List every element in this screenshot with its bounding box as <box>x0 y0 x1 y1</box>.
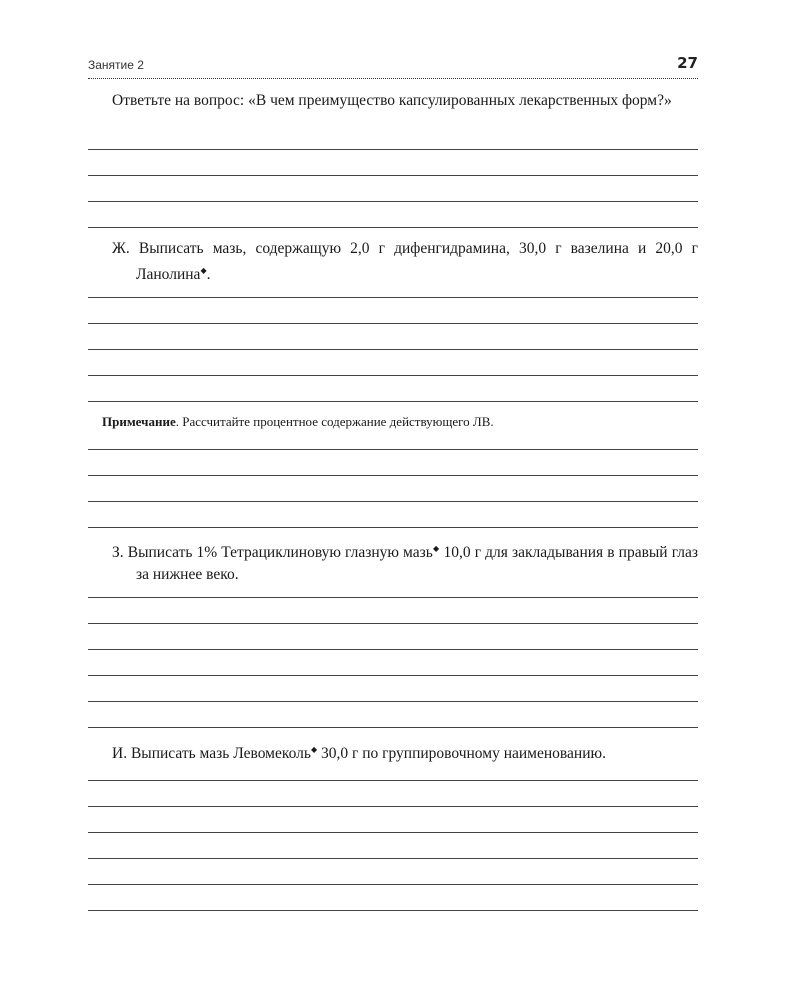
answer-line[interactable] <box>88 176 698 202</box>
question-capsules-block <box>88 90 698 112</box>
task-zh-end: . <box>206 266 211 284</box>
task-i-after: 30,0 г по группировочному наименованию. <box>317 745 606 763</box>
note-text: . Рассчитайте процентное содержание действующего ЛВ. <box>175 414 494 429</box>
answer-lines-note <box>88 424 698 528</box>
answer-line[interactable] <box>88 272 698 298</box>
task-i-before: И. Выписать мазь Левомеколь <box>112 745 311 763</box>
answer-line[interactable] <box>88 572 698 598</box>
page-number: 27 <box>677 54 698 72</box>
answer-line[interactable] <box>88 298 698 324</box>
answer-line[interactable] <box>88 450 698 476</box>
question-capsules-text: Ответьте на вопрос: «В чем преимущество капсулированных лекарственных форм?» <box>112 92 672 109</box>
answer-line[interactable] <box>88 859 698 885</box>
answer-line[interactable] <box>88 885 698 911</box>
answer-line[interactable] <box>88 476 698 502</box>
answer-line[interactable] <box>88 702 698 728</box>
diamond-mark-icon: ◆ <box>432 544 440 553</box>
note-label: Примечание <box>102 414 176 429</box>
task-z-after: 10,0 г для закладывания в правый глаз за нижнее веко. <box>136 544 698 584</box>
answer-line[interactable] <box>88 424 698 450</box>
answer-line[interactable] <box>88 624 698 650</box>
answer-line[interactable] <box>88 781 698 807</box>
answer-line[interactable] <box>88 807 698 833</box>
answer-lines-z <box>88 572 698 728</box>
diamond-mark-icon: ◆ <box>310 745 318 754</box>
page-header <box>88 56 698 79</box>
answer-line[interactable] <box>88 350 698 376</box>
answer-line[interactable] <box>88 324 698 350</box>
task-z-before: З. Выписать 1% Тетрациклиновую глазную мазь <box>112 544 433 562</box>
answer-line[interactable] <box>88 650 698 676</box>
answer-line[interactable] <box>88 755 698 781</box>
answer-line[interactable] <box>88 598 698 624</box>
answer-line[interactable] <box>88 150 698 176</box>
answer-line[interactable] <box>88 502 698 528</box>
answer-lines-zh <box>88 272 698 402</box>
answer-line[interactable] <box>88 124 698 150</box>
answer-lines-capsules <box>88 124 698 228</box>
answer-line[interactable] <box>88 376 698 402</box>
diamond-mark-icon: ◆ <box>200 266 207 275</box>
answer-line[interactable] <box>88 833 698 859</box>
answer-line[interactable] <box>88 202 698 228</box>
answer-lines-i <box>88 755 698 911</box>
section-title: Занятие 2 <box>88 58 144 72</box>
answer-line[interactable] <box>88 676 698 702</box>
task-zh-main: Ж. Выписать мазь, содержащую 2,0 г дифенгидрамина, 30,0 г вазелина и 20,0 г Ланолина <box>112 240 698 284</box>
